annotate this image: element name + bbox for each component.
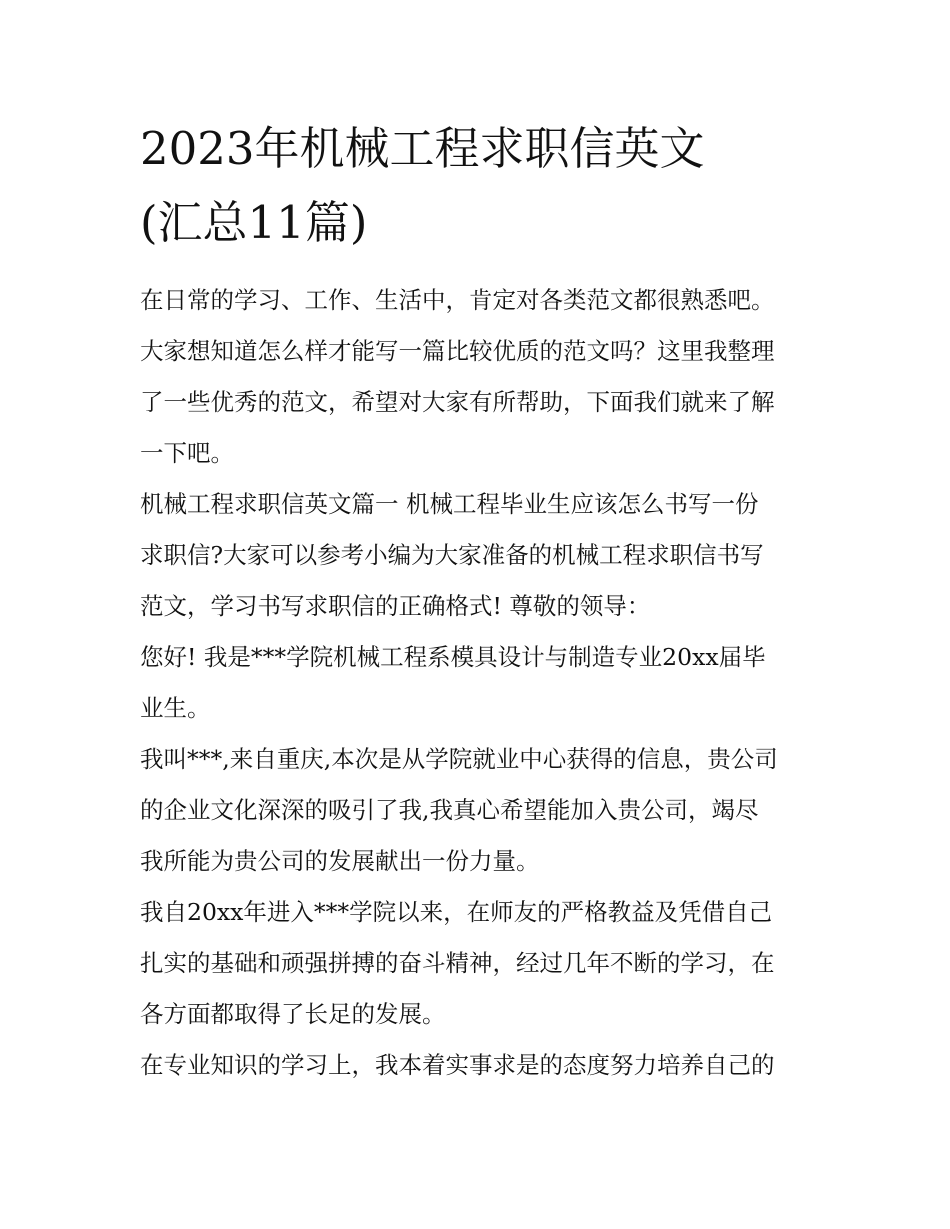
paragraph-article-one xyxy=(140,479,830,632)
text-line: 范文，学习书写求职信的正确格式! 尊敬的领导： xyxy=(140,592,651,620)
text-line: 了一些优秀的范文，希望对大家有所帮助，下面我们就来了解 xyxy=(140,388,775,416)
text-line: 求职信?大家可以参考小编为大家准备的机械工程求职信书写 xyxy=(140,541,764,569)
text-line: 您好! 我是***学院机械工程系模具设计与制造专业20xx届毕 xyxy=(140,643,766,671)
text-line: 我自20xx年进入***学院以来，在师友的严格教益及凭借自己 xyxy=(140,898,773,926)
text-line: 大家想知道怎么样才能写一篇比较优质的范文吗？这里我整理 xyxy=(140,337,775,365)
paragraph-intro xyxy=(140,275,830,479)
text-line: 在日常的学习、工作、生活中，肯定对各类范文都很熟悉吧。 xyxy=(140,286,775,314)
text-line: 机械工程求职信英文篇一 机械工程毕业生应该怎么书写一份 xyxy=(140,490,759,518)
text-line: 业生。 xyxy=(140,694,211,722)
paragraph-introduction xyxy=(140,734,830,887)
paragraph-study xyxy=(140,1040,830,1091)
text-line: 我所能为贵公司的发展献出一份力量。 xyxy=(140,847,540,875)
text-line: 一下吧。 xyxy=(140,439,234,467)
paragraph-greeting xyxy=(140,632,830,734)
text-line: 各方面都取得了长足的发展。 xyxy=(140,1000,446,1028)
text-line: 扎实的基础和顽强拼搏的奋斗精神，经过几年不断的学习，在 xyxy=(140,949,775,977)
text-line: 我叫***,来自重庆,本次是从学院就业中心获得的信息，贵公司 xyxy=(140,745,778,773)
title-line-1: 2023年机械工程求职信英文 xyxy=(140,122,705,175)
paragraph-background xyxy=(140,887,830,1040)
document-body xyxy=(140,275,830,1091)
document-title xyxy=(140,112,820,260)
title-line-2: (汇总11篇) xyxy=(140,196,368,249)
text-line: 在专业知识的学习上，我本着实事求是的态度努力培养自己的 xyxy=(140,1051,775,1079)
text-line: 的企业文化深深的吸引了我,我真心希望能加入贵公司，竭尽 xyxy=(140,796,759,824)
